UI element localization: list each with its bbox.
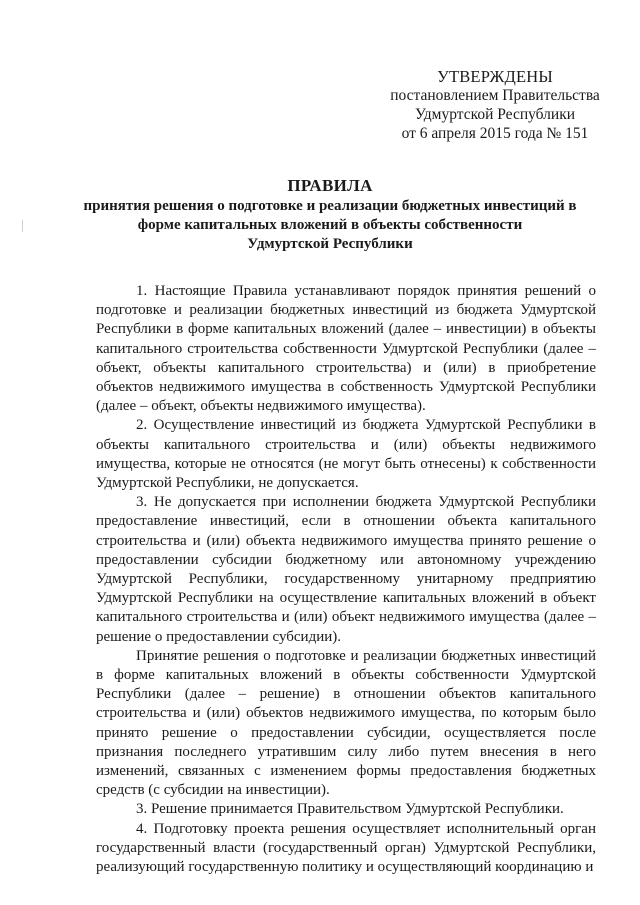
scan-margin-mark [22,220,23,232]
document-subtitle-line-2: форме капитальных вложений в объекты собственности [137,217,523,233]
approval-line-1: постановлением Правительства [390,87,600,104]
document-body [96,282,596,877]
approval-title: УТВЕРЖДЕНЫ [437,67,553,86]
paragraph-2: 2. Осуществление инвестиций из бюджета Удмуртской Республики в объекты капитального строительства и (или) объекты недвижимого имущества, которые не относятся (не могут быть отнесены) к собственности Удмуртской Республики, не допускается. [96,417,596,492]
paragraph-3-continued: Принятие решения о подготовке и реализации бюджетных инвестиций в форме капитальных вложений в объекты собственности Удмуртской Республики (далее – решение) в отношении объектов капитального строительства и (или) объектов недвижимого имущества, по которым было принято решение о предоставлении субсидии, осуществляется после признания последнего утратившим силу либо путем внесения в него изменений, связанных с изменением формы предоставления бюджетных средств (с субсидии на инвестиции). [96,647,596,799]
document-heading [80,175,580,254]
document-title: ПРАВИЛА [287,176,373,195]
paragraph-1: 1. Настоящие Правила устанавливают порядок принятия решений о подготовке и реализации бюджетных инвестиций из бюджета Удмуртской Республики в форме капитальных вложений (далее – инвестиции) в объекты капитального строительства собственности Удмуртской Республики (далее – объект, объекты капитального строительства) и (или) в приобретение объектов недвижимого имущества в собственность Удмуртской Республики (далее – объект, объекты недвижимого имущества). [96,283,596,415]
document-subtitle-line-3: Удмуртской Республики [247,236,413,252]
approval-stamp [380,67,610,143]
approval-line-2: Удмуртской Республики [414,106,576,123]
paragraph-3-decision: 3. Решение принимается Правительством Удмуртской Республики. [136,801,564,818]
document-subtitle-line-1: принятия решения о подготовке и реализации бюджетных инвестиций в [83,198,577,214]
paragraph-4: 4. Подготовку проекта решения осуществляет исполнительный орган государственный власти (государственный орган) Удмуртской Республики, реализующий государственную политику и осуществляющий координацию и [96,820,596,876]
paragraph-3: 3. Не допускается при исполнении бюджета Удмуртской Республики предоставление инвестиций, если в отношении объекта капитального строительства и (или) объекта недвижимого имущества принято решение о предоставлении субсидии бюджетному или автономному учреждению Удмуртской Республики, государственному унитарному предприятию Удмуртской Республики на осуществление капитальных вложений в объект капитального строительства и (или) объект недвижимого имущества (далее – решение о предоставлении субсидии). [96,494,596,645]
approval-line-3: от 6 апреля 2015 года № 151 [401,125,589,142]
